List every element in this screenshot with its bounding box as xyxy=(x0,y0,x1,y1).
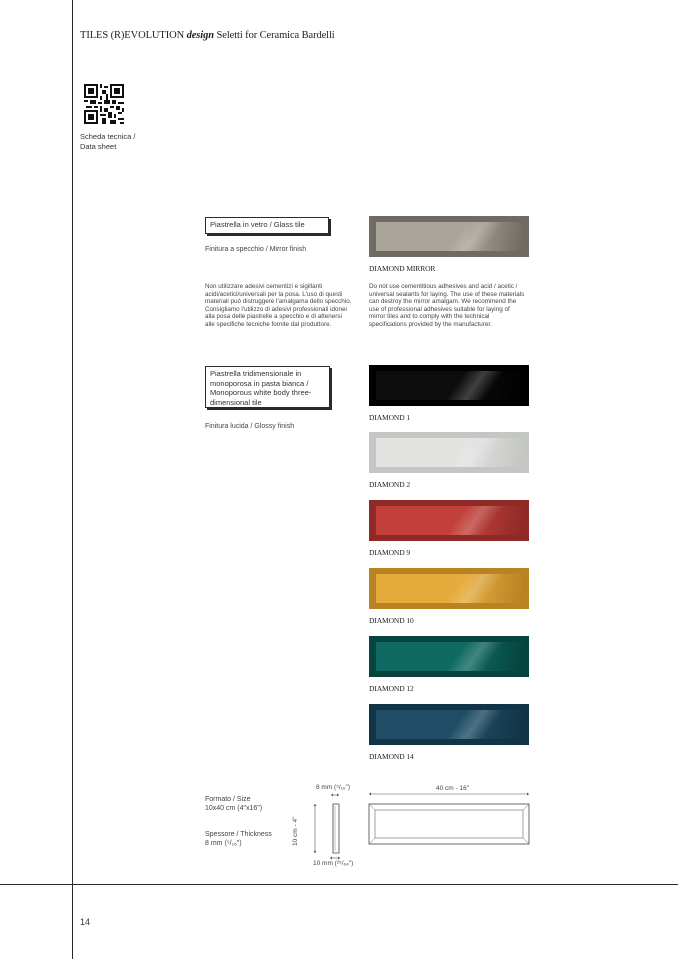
page-header xyxy=(80,30,335,41)
data-sheet-label-it: Scheda tecnica / xyxy=(80,132,136,141)
tile-name-diamond-10: DIAMOND 10 xyxy=(369,616,414,625)
tile-name-diamond-14: DIAMOND 14 xyxy=(369,752,414,761)
tile-front-bevel xyxy=(375,810,523,838)
tile-gloss xyxy=(446,438,504,467)
data-sheet-label-en: Data sheet xyxy=(80,142,117,151)
tile-profile-outline xyxy=(333,804,339,853)
tile-gloss xyxy=(446,574,504,603)
thickness-value: 8 mm (⁵/₁₆") xyxy=(205,840,242,847)
tile-front-diagram xyxy=(365,785,535,855)
data-sheet-label xyxy=(80,132,135,152)
format-label: Formato / Size xyxy=(205,796,251,803)
tile-face xyxy=(376,222,522,251)
tile-name-diamond-2: DIAMOND 2 xyxy=(369,480,410,489)
header-series: TILES (R)EVOLUTION xyxy=(80,30,185,41)
dim-thickness-top: 8 mm (⁵/₁₆") xyxy=(316,784,351,791)
glossy-finish-label: Finitura lucida / Glossy finish xyxy=(205,423,295,430)
tile-swatch-diamond-12 xyxy=(369,636,529,677)
warning-text-en: Do not use cementitious adhesives and acid / acetic / universal sealants for laying. The use of these materials can destroy the mirror amalgam. We recommend the use of professional adhesives suitable for laying of mirror tiles and to comply with the technical specifications provided by the manufacturer. xyxy=(369,283,525,328)
tile-swatch-diamond-14 xyxy=(369,704,529,745)
monoporous-tile-label: Piastrella tridimensionale in monoporosa in pasta bianca / Monoporous white body three-dimensional tile xyxy=(205,366,330,408)
tile-name-diamond-12: DIAMOND 12 xyxy=(369,684,414,693)
tile-gloss xyxy=(446,222,504,251)
warning-text-it: Non utilizzare adesivi cementizi e sigillanti acidi/acetici/universali per la posa. L'uso di questi materiali può distruggere l'amalgama dello specchio. Consigliamo l'utilizzo di adesivi professionali idonei alla posa delle piastrelle a specchio e di attenersi alle specifiche tecniche fornite dal produttore. xyxy=(205,283,352,328)
header-credit: Seletti for Ceramica Bardelli xyxy=(216,30,335,41)
dim-height-side: 10 cm - 4" xyxy=(292,816,299,846)
tile-gloss xyxy=(446,642,504,671)
dim-length-top: 40 cm - 16" xyxy=(436,785,470,792)
tile-face xyxy=(376,574,522,603)
tile-swatch-diamond-9 xyxy=(369,500,529,541)
thickness-label: Spessore / Thickness xyxy=(205,831,272,838)
tile-face xyxy=(376,438,522,467)
tile-swatch-diamond-1 xyxy=(369,365,529,406)
tile-gloss xyxy=(446,710,504,739)
thickness-spec xyxy=(205,830,272,848)
margin-rule-vertical xyxy=(72,0,73,959)
footer-rule xyxy=(0,884,678,885)
format-value: 10x40 cm (4"x16") xyxy=(205,805,263,812)
dim-depth-bottom: 10 mm (²⁵/₆₄") xyxy=(313,860,354,867)
mirror-finish-label: Finitura a specchio / Mirror finish xyxy=(205,246,307,253)
tile-swatch-diamond-mirror xyxy=(369,216,529,257)
tile-name-diamond-mirror: DIAMOND MIRROR xyxy=(369,264,436,273)
page-number: 14 xyxy=(80,917,91,927)
qr-code-icon[interactable] xyxy=(84,84,124,124)
glass-tile-label: Piastrella in vetro / Glass tile xyxy=(205,217,329,234)
tile-face xyxy=(376,506,522,535)
tile-gloss xyxy=(446,371,504,400)
tile-face xyxy=(376,371,522,400)
format-spec xyxy=(205,795,262,813)
tile-name-diamond-9: DIAMOND 9 xyxy=(369,548,410,557)
tile-face xyxy=(376,642,522,671)
tile-name-diamond-1: DIAMOND 1 xyxy=(369,413,410,422)
tile-swatch-diamond-10 xyxy=(369,568,529,609)
tile-swatch-diamond-2 xyxy=(369,432,529,473)
tile-gloss xyxy=(446,506,504,535)
tile-face xyxy=(376,710,522,739)
header-design-word: design xyxy=(186,30,214,41)
